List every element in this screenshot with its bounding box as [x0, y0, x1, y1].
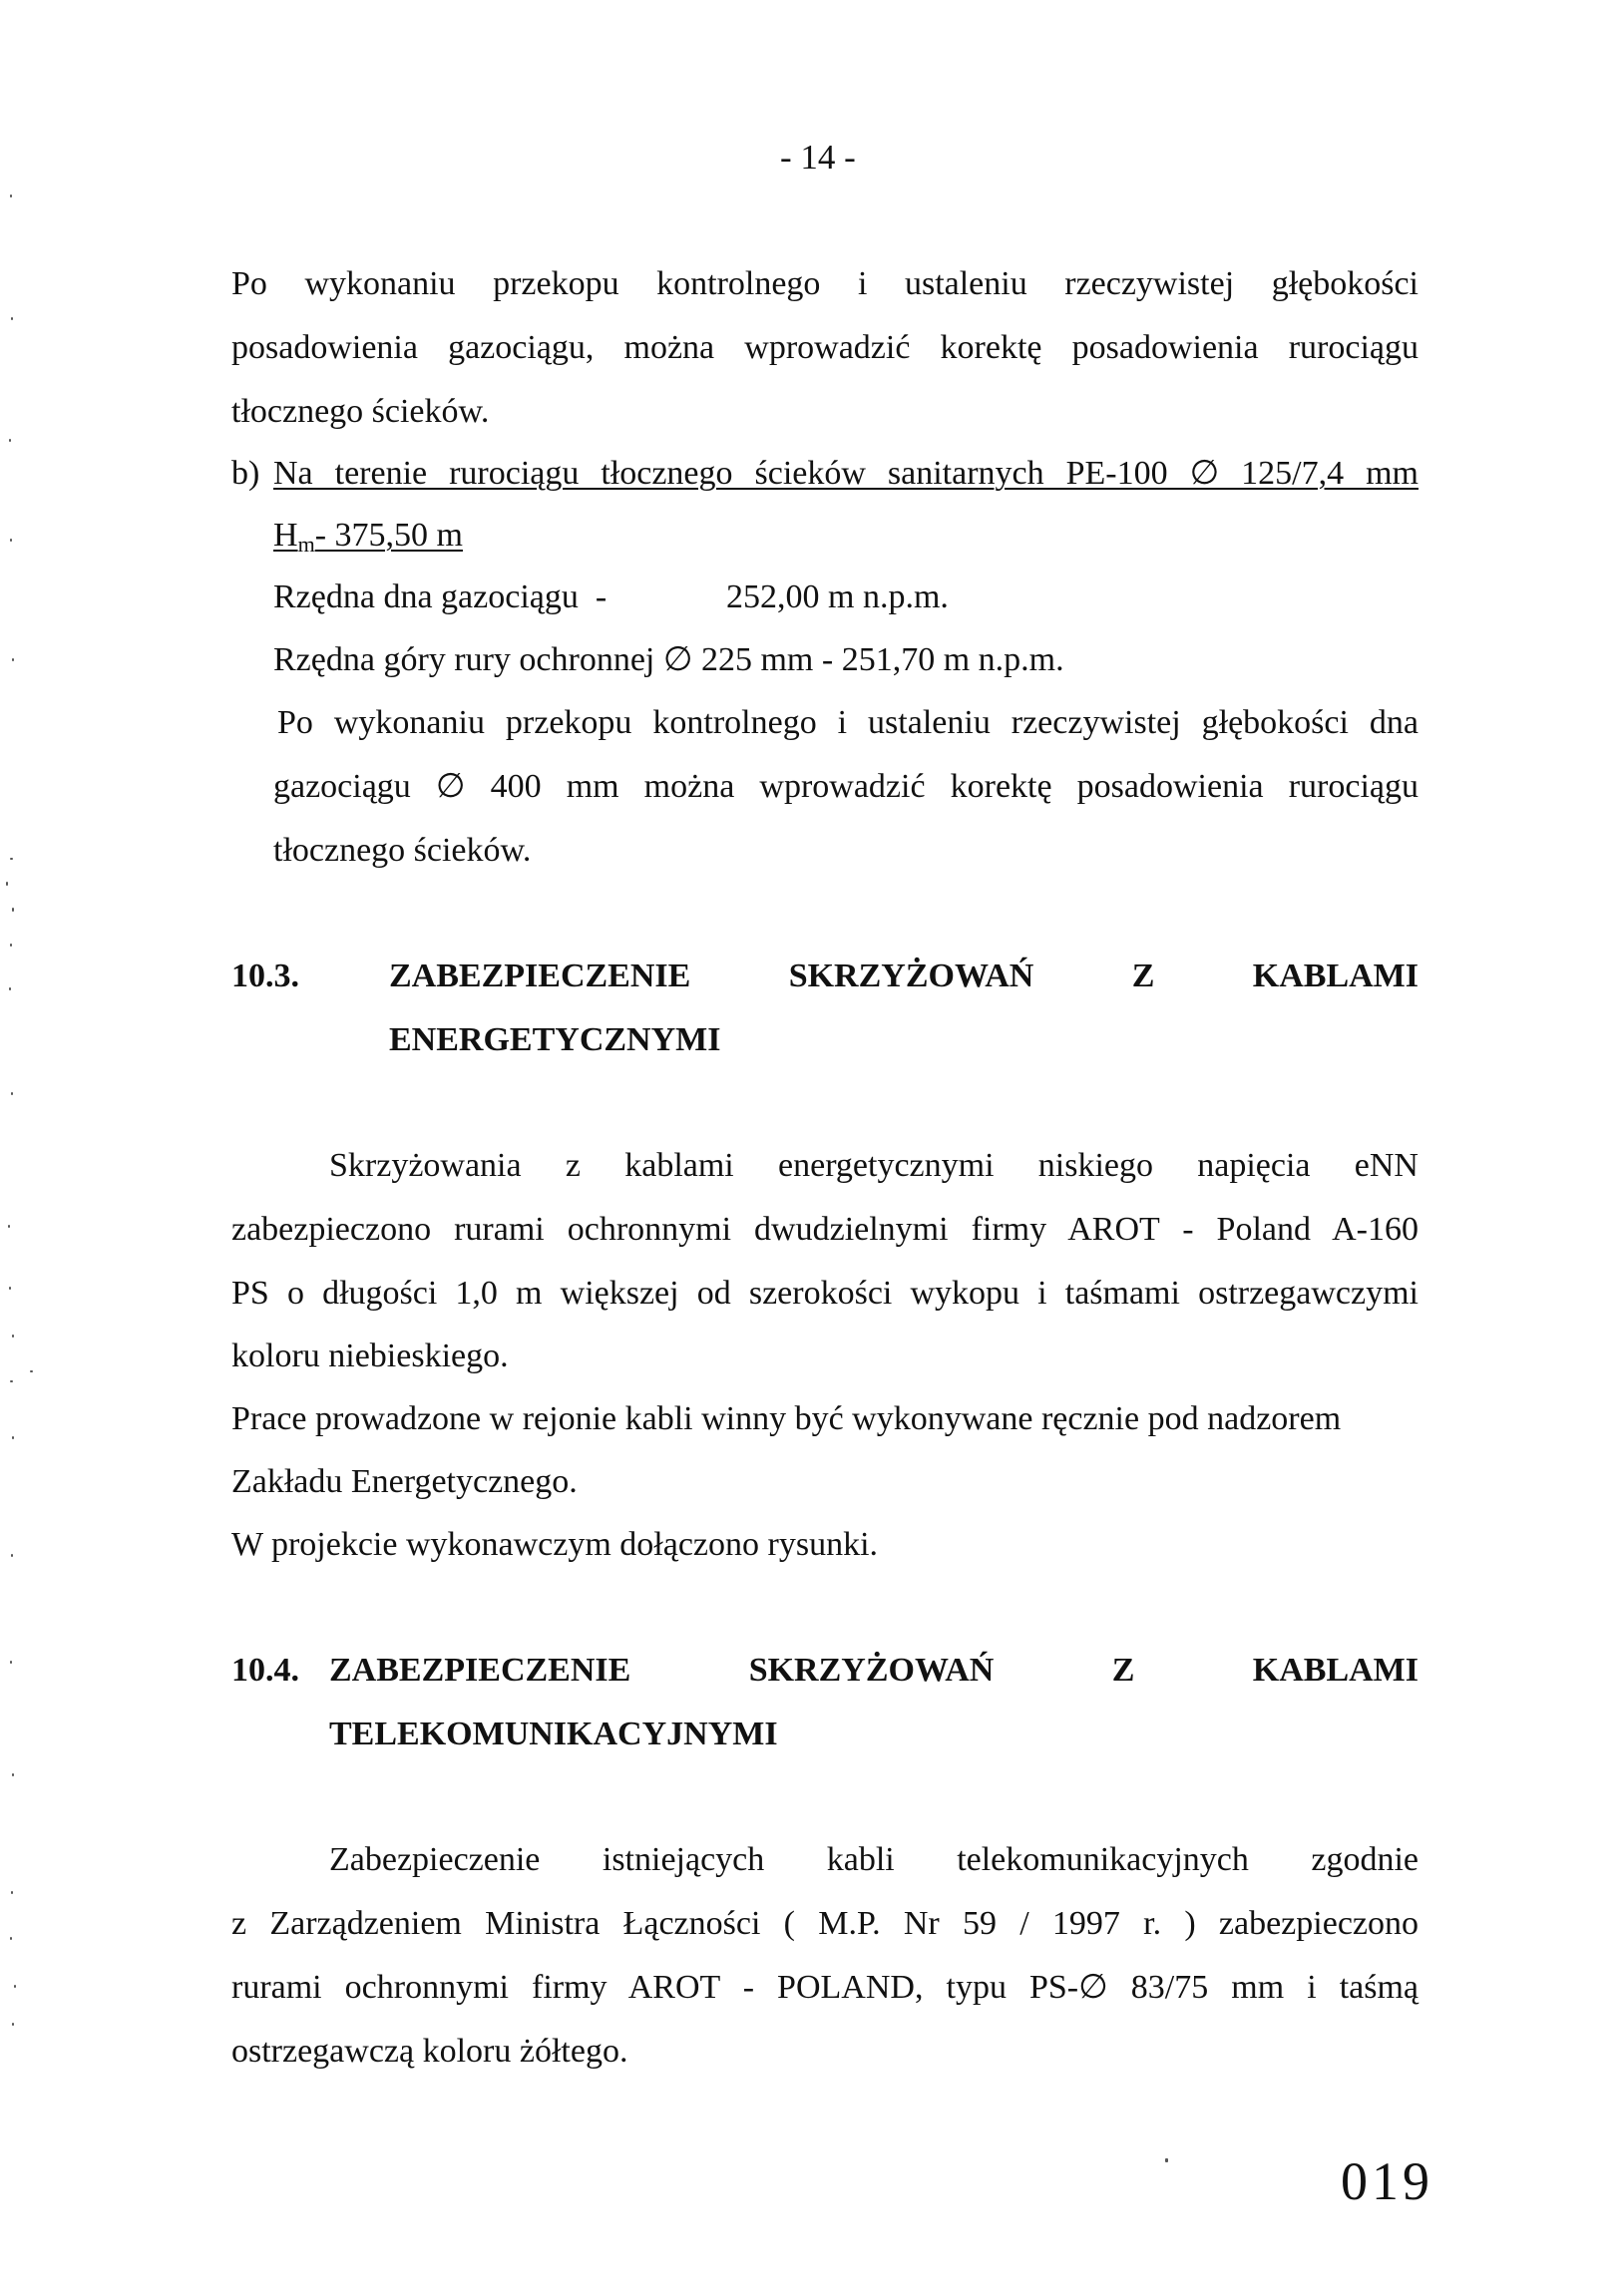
section-10-4-line-3: rurami ochronnymi firmy AROT - POLAND, typu PS-∅ 83/75 mm i taśmą	[231, 1969, 1419, 2006]
rzedna-dna-label: Rzędna dna gazociągu -	[273, 578, 608, 615]
section-10-3-line-2: zabezpieczono rurami ochronnymi dwudzielnymi firmy AROT - Poland A-160	[231, 1211, 1419, 1248]
item-b-note-line-1: Po wykonaniu przekopu kontrolnego i ustaleniu rzeczywistej głębokości dna	[277, 704, 1419, 741]
hm-value: - 375,50 m	[314, 517, 463, 554]
intro-line-1: Po wykonaniu przekopu kontrolnego i ustaleniu rzeczywistej głębokości	[231, 265, 1419, 302]
section-10-4-line-4: ostrzegawczą koloru żółtego.	[231, 2033, 628, 2070]
section-10-3-number: 10.3.	[231, 957, 299, 994]
section-10-3-prace-line-1: Prace prowadzone w rejonie kabli winny być wykonywane ręcznie pod nadzorem	[231, 1400, 1342, 1437]
page-number: - 14 -	[780, 138, 856, 177]
section-10-4-title-line-2: TELEKOMUNIKACYJNYMI	[329, 1716, 778, 1752]
section-10-3-line-3: PS o długości 1,0 m większej od szerokości wykopu i taśmami ostrzegawczymi	[231, 1275, 1419, 1312]
rzedna-gory: Rzędna góry rury ochronnej ∅ 225 mm - 251,70 m n.p.m.	[273, 641, 1064, 678]
item-b-note-line-3: tłocznego ścieków.	[273, 832, 532, 869]
section-10-3-prace-line-2: Zakładu Energetycznego.	[231, 1463, 578, 1500]
intro-line-2: posadowienia gazociągu, można wprowadzić korektę posadowienia rurociągu	[231, 329, 1419, 366]
section-10-3-projekt-line: W projekcie wykonawczym dołączono rysunki.	[231, 1526, 879, 1563]
section-10-3-title-line-2: ENERGETYCZNYMI	[389, 1021, 721, 1058]
section-10-4-title-line-1: ZABEZPIECZENIE SKRZYŻOWAŃ Z KABLAMI	[329, 1652, 1419, 1689]
item-b-note-line-2: gazociągu ∅ 400 mm można wprowadzić korektę posadowienia rurociągu	[273, 768, 1419, 805]
item-b-hm-line	[273, 519, 463, 556]
intro-line-3: tłocznego ścieków.	[231, 393, 490, 430]
rzedna-dna-value: 252,00 m n.p.m.	[726, 578, 949, 615]
section-10-3-line-1: Skrzyżowania z kablami energetycznymi niskiego napięcia eNN	[329, 1147, 1419, 1184]
section-10-4-line-2: z Zarządzeniem Ministra Łączności ( M.P. Nr 59 / 1997 r. ) zabezpieczono	[231, 1905, 1419, 1942]
stamped-page-number: 019	[1341, 2151, 1433, 2211]
item-b-marker: b)	[231, 455, 260, 492]
hm-symbol: H	[273, 517, 298, 554]
section-10-3-title-line-1: ZABEZPIECZENIE SKRZYŻOWAŃ Z KABLAMI	[389, 957, 1419, 994]
section-10-4-line-1: Zabezpieczenie istniejących kabli telekomunikacyjnych zgodnie	[329, 1841, 1419, 1878]
section-10-3-line-4: koloru niebieskiego.	[231, 1338, 509, 1374]
item-b-title: Na terenie rurociągu tłocznego ścieków sanitarnych PE-100 ∅ 125/7,4 mm	[273, 455, 1419, 492]
hm-subscript: m	[297, 532, 315, 557]
section-10-4-number: 10.4.	[231, 1652, 299, 1689]
